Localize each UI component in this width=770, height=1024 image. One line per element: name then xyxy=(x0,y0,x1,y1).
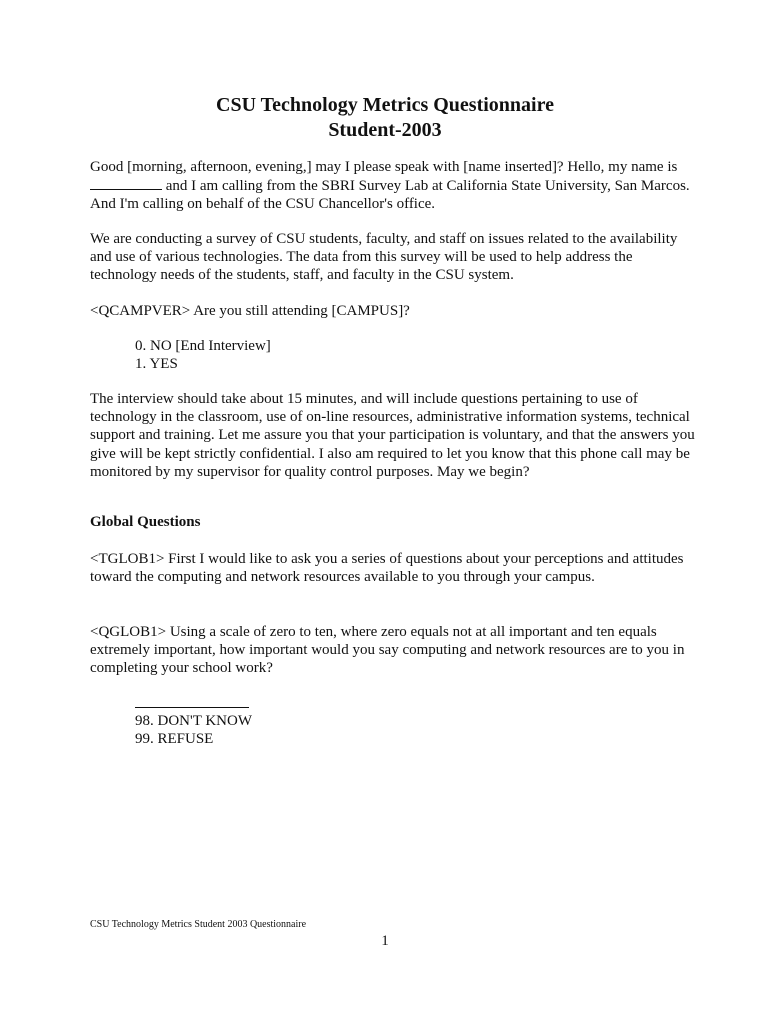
page-number: 1 xyxy=(381,933,389,949)
page-footer: CSU Technology Metrics Student 2003 Questionnaire xyxy=(90,919,307,930)
qglob1-option-dont-know: 98. DON'T KNOW xyxy=(135,713,252,729)
answer-blank-line xyxy=(135,707,249,708)
interview-info-paragraph: The interview should take about 15 minutes, and will include questions pertaining to use of technology in the classroom, use of on-line resources, administrative information systems, technical support and training. Let me assure you that your participation is voluntary, and that the answers you give will be kept strictly confidential. I also am required to let you know that this phone call may be monitored by my supervisor for quality control purposes. May we begin? xyxy=(90,391,695,480)
document-subtitle: Student-2003 xyxy=(328,119,442,141)
intro-paragraph xyxy=(90,158,700,214)
qcampver-question: <QCAMPVER> Are you still attending [CAMPUS]? xyxy=(90,303,410,319)
qcampver-option-yes: 1. YES xyxy=(135,356,178,372)
qglob1-option-refuse: 99. REFUSE xyxy=(135,731,214,747)
purpose-paragraph: We are conducting a survey of CSU students, faculty, and staff on issues related to the availability and use of various technologies. The data from this survey will be used to help address the technology needs of the students, staff, and faculty in the CSU system. xyxy=(90,231,678,284)
qcampver-option-no: 0. NO [End Interview] xyxy=(135,338,271,354)
section-heading: Global Questions xyxy=(90,514,201,530)
intro-text-2: and I am calling from the SBRI Survey Lab at California State University, San Marcos. And I'm calling on behalf of the CSU Chancellor's office. xyxy=(90,178,690,213)
intro-text-1: Good [morning, afternoon, evening,] may I please speak with [name inserted]? Hello, my name is xyxy=(90,159,678,175)
name-blank xyxy=(90,176,162,190)
tglob1-paragraph: <TGLOB1> First I would like to ask you a series of questions about your perceptions and attitudes toward the computing and network resources available to you through your campus. xyxy=(90,551,684,586)
qglob1-question: <QGLOB1> Using a scale of zero to ten, where zero equals not at all important and ten equals extremely important, how important would you say computing and network resources are to you in completing your school work? xyxy=(90,624,685,677)
document-title: CSU Technology Metrics Questionnaire xyxy=(216,94,554,116)
